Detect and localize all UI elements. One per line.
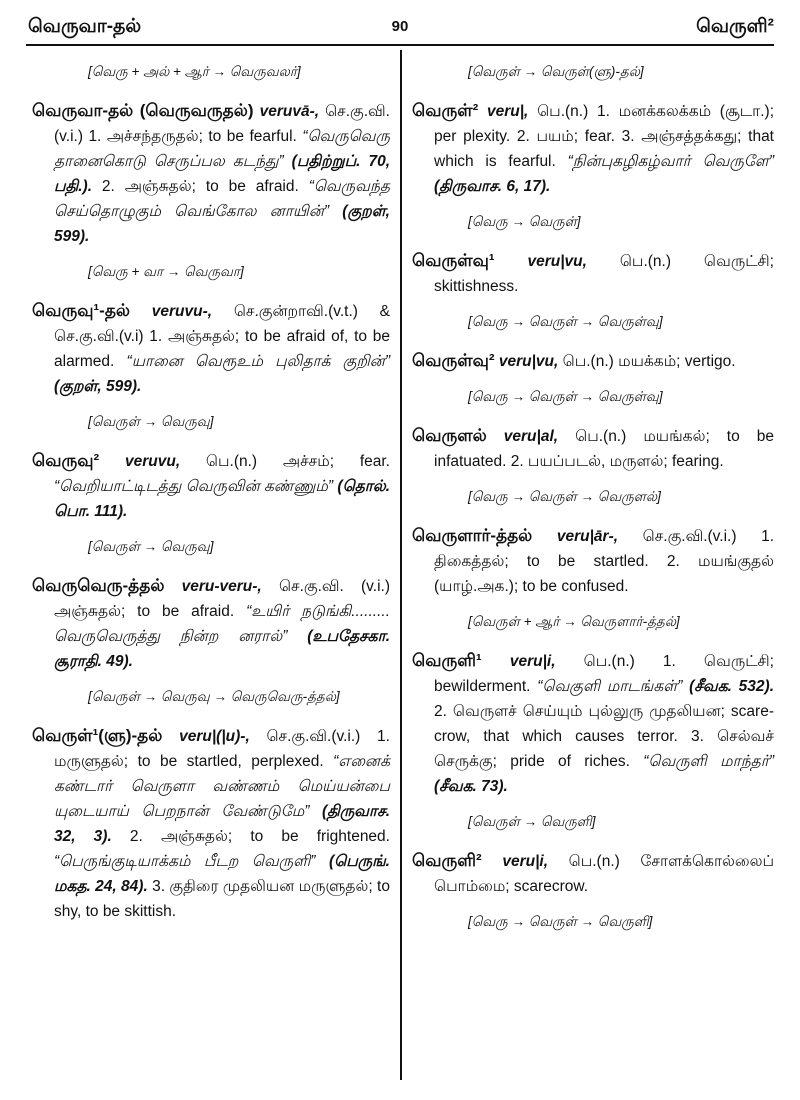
entry-source: (பெருங். மகத. 24, 84). [54,853,390,895]
entry-transliteration: veru|, [486,103,529,120]
entry-quote: “பெருங்குடியாக்கம் பீடற வெருளி” [54,853,316,870]
entry-transliteration: veru|i, [502,853,549,870]
entry-definition: செ.குன்றாவி.(v.t.) & செ.கு.வி.(v.i) 1. அஞ்சுதல்; to be afraid of, to be alarmed. [54,303,390,370]
etymology-line: [வெருள் → வெருளி] [468,814,596,829]
dictionary-entry [32,98,390,249]
entry-transliteration: veru|al, [503,428,559,445]
entry-quote: “உயிர் நடுங்கி......... வெருவெருத்து நின்ற னரால்” [54,603,390,645]
etymology-line: [வெருள் → வெருவு → வெருவெரு-த்தல்] [88,689,340,704]
entry-transliteration: veruvu-, [151,303,213,320]
etymology-line: [வெருள் + ஆர் → வெருளார்-த்தல்] [468,614,680,629]
entry-definition: பெ.(n.) 1. மனக்கலக்கம் (சூடா.); per plexity. 2. பயம்; fear. 3. அஞ்சத்தக்கது; that which is fearful. [434,103,774,170]
etymology-line: [வெரு → வெருள்] [468,214,581,229]
entry-headword: வெருளி² [412,851,482,870]
entry-headword: வெருளி¹ [412,651,482,670]
dictionary-entry [412,348,774,374]
etymology-line: [வெருள் → வெருவு] [88,539,214,554]
etymology-line: [வெருள் → வெருவு] [88,414,214,429]
etymology-line: [வெரு → வெருள் → வெருளி] [468,914,653,929]
entry-headword: வெருள்வு² [412,351,495,370]
entry-transliteration: veruvā-, [259,103,320,120]
entry-quote: “வெகுளி மாடங்கள்” [537,678,683,695]
entry-source: (பதிற்றுப். 70, பதி.). [54,153,390,195]
entry-headword: வெருவு² [32,451,100,470]
entry-quote: “யானை வெரூஉம் புலிதாக் குறின்” [126,353,390,370]
entry-quote: “வெருவெரு தானைகொடு செருப்பல கடந்து” [54,128,390,170]
entry-quote: “எனைக் கண்டார் வெருளா வண்ணம் மெய்யன்பை யுடையாய் பெறநான் வேண்டுமே” [54,753,390,820]
entry-transliteration: veru-veru-, [181,578,262,595]
entry-headword: வெருவெரு-த்தல் [32,576,165,595]
left-column [32,64,390,924]
header-right-guideword: வெருளி² [696,16,774,37]
entry-transliteration: veru|i, [509,653,556,670]
dictionary-entry [412,648,774,799]
entry-headword: வெருவு¹-தல் [32,301,131,320]
entry-transliteration: veru|ār-, [556,528,619,545]
dictionary-entry [32,723,390,924]
etymology-line: [வெரு → வெருள் → வெருள்வு] [468,314,663,329]
dictionary-entry [412,98,774,199]
entry-definition: செ.கு.வி.(v.i.) 1. மருளுதல்; to be startled, perplexed. [54,728,390,770]
entry-headword: வெருள்² [412,101,479,120]
etymology-line: [வெரு + அல் + ஆர் → வெருவலர்] [88,64,301,79]
column-divider [400,50,402,1080]
header-left-guideword: வெருவா-தல் [28,16,142,37]
dictionary-entry [412,523,774,599]
entry-definition: செ.கு.வி. (v.i.) அஞ்சுதல்; to be afraid. [54,578,390,620]
entry-definition: பெ.(n.) 1. வெருட்சி; bewilderment. [434,653,774,695]
etymology-line: [வெருள் → வெருள்(ளு)-தல்] [468,64,644,79]
entry-source: (உபதேசகா. சூராதி. 49). [54,628,390,670]
dictionary-entry [412,848,774,899]
entry-headword: வெருளார்-த்தல் [412,526,533,545]
entry-definition: பெ.(n.) சோளக்கொல்லைப் பொம்மை; scarecrow. [434,853,774,895]
entry-headword: வெருள்வு¹ [412,251,495,270]
etymology-line: [வெரு → வெருள் → வெருளல்] [468,489,661,504]
entry-definition: 2. வெருளச் செய்யும் புல்லுரு முதலியன; scare-crow, that which causes terror. 3. செல்வச் செருக்கு; pride of riches. [434,703,774,770]
entry-definition: 2. அஞ்சுதல்; to be afraid. [101,178,299,195]
dictionary-entry [32,448,390,524]
entry-transliteration: veru|vu, [527,253,587,270]
entry-source: (திருவாச. 32, 3). [54,803,391,845]
dictionary-entry [412,423,774,474]
header-rule [26,44,774,46]
entry-headword: வெருளல் [412,426,487,445]
entry-source: (குறள், 599). [54,203,390,245]
entry-definition: பெ.(n.) மயங்கல்; to be infatuated. 2. பயப்படல், மருளல்; fearing. [434,428,774,470]
entry-headword: வெருள்¹(ளு)-தல் [32,726,163,745]
entry-source: (குறள், 599). [54,378,142,395]
entry-source: (திருவாச. 6, 17). [434,178,551,195]
right-column [412,64,774,948]
entry-quote: “வெருளி மாந்தர்” [643,753,774,770]
entry-transliteration: veru|vu, [498,353,559,370]
entry-definition: செ.கு.வி.(v.i.) 1. திகைத்தல்; to be startled. 2. மயங்குதல் (யாழ்.அக.); to be confused. [434,528,774,595]
entry-definition: செ.கு.வி.(v.i.) 1. அச்சந்தருதல்; to be fearful. [54,103,390,145]
page-header [26,8,774,42]
entry-quote: “நின்புகழிகழ்வார் வெருளே” [567,153,774,170]
entry-definition: பெ.(n.) அச்சம்; fear. [205,453,390,470]
entry-headword: வெருவா-தல் (வெருவருதல்) [32,101,254,120]
entry-definition: 2. அஞ்சுதல்; to be frightened. [129,828,390,845]
etymology-line: [வெரு → வெருள் → வெருள்வு] [468,389,663,404]
entry-source: (சீவக. 73). [434,778,508,795]
entry-definition: பெ.(n.) வெருட்சி; skittishness. [434,253,774,295]
entry-transliteration: veru|(|u)-, [179,728,250,745]
entry-quote: “வெறியாட்டிடத்து வெருவின் கண்ணும்” [54,478,334,495]
entry-transliteration: veruvu, [124,453,181,470]
entry-quote: “வெருவந்த செய்தொழுகும் வெங்கோல னாயின்” [54,178,390,220]
dictionary-entry [32,298,390,399]
entry-source: (சீவக. 532). [689,678,775,695]
page-number: 90 [391,18,409,35]
entry-source: (தொல். பொ. 111). [54,478,390,520]
dictionary-entry [412,248,774,299]
entry-definition: பெ.(n.) மயக்கம்; vertigo. [562,353,736,370]
etymology-line: [வெரு + வா → வெருவா] [88,264,244,279]
dictionary-entry [32,573,390,674]
entry-definition: 3. குதிரை முதலியன மருளுதல்; to shy, to be skittish. [54,878,390,920]
